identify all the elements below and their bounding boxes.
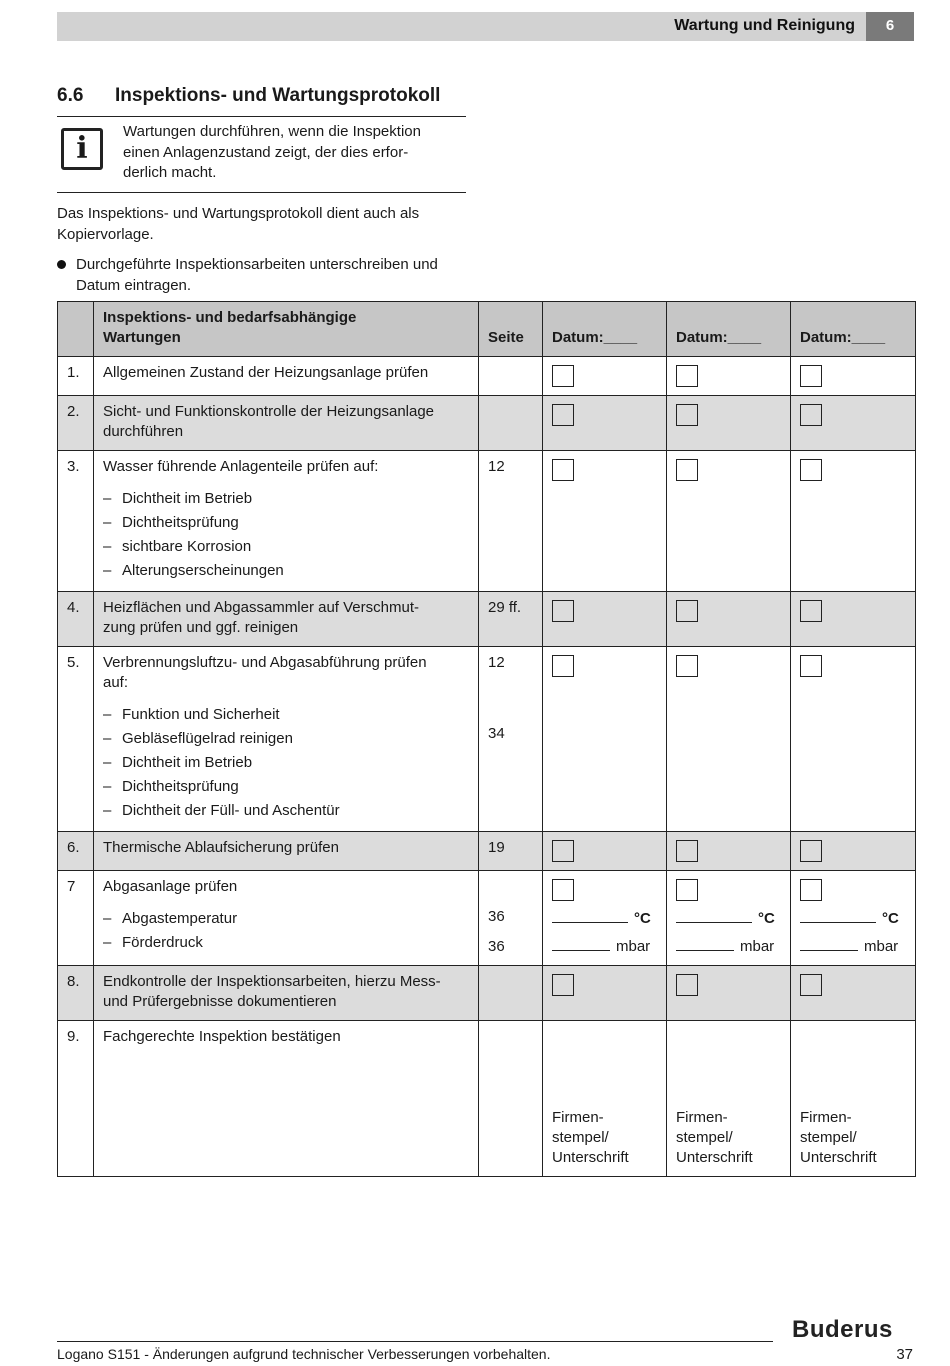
row-task: Endkontrolle der Inspektionsarbeiten, hierzu Mess- und Prüfergebnisse dokumentieren [94, 966, 479, 1021]
section-title [57, 85, 440, 107]
sub-item: – Alterungserscheinungen [103, 559, 470, 583]
row-check-cell [543, 592, 667, 647]
row-page: 12 [479, 451, 543, 592]
header-date-3[interactable]: Datum:____ [791, 302, 916, 357]
row-check-cell [791, 966, 916, 1021]
row-check-cell [667, 396, 791, 451]
bullet-item: Durchgeführte Inspektionsarbeiten unterschreiben und Datum eintragen. [57, 254, 469, 296]
sub-list [103, 907, 470, 955]
sub-item: – Funktion und Sicherheit [103, 703, 470, 727]
checkbox[interactable] [676, 840, 698, 862]
info-icon: i [61, 128, 103, 170]
row-check-cell [667, 647, 791, 832]
temperature-field[interactable]: °C [552, 907, 658, 929]
checkbox[interactable] [552, 879, 574, 901]
row-page: 19 [479, 832, 543, 871]
row-number: 9. [58, 1021, 94, 1177]
sub-item: – Abgastemperatur [103, 907, 470, 931]
inspection-table [57, 301, 916, 1177]
sub-item: – sichtbare Korrosion [103, 535, 470, 559]
table-row [58, 871, 916, 966]
row-page [479, 1021, 543, 1177]
section-heading: Inspektions- und Wartungsprotokoll [115, 85, 441, 106]
checkbox[interactable] [676, 879, 698, 901]
row-check-cell [791, 592, 916, 647]
checkbox[interactable] [552, 404, 574, 426]
row-check-cell [543, 966, 667, 1021]
checkbox[interactable] [676, 655, 698, 677]
checkbox[interactable] [800, 974, 822, 996]
sub-item: – Gebläseflügelrad reinigen [103, 727, 470, 751]
row-check-cell [791, 871, 916, 966]
table-header-row [58, 302, 916, 357]
info-note: Wartungen durchführen, wenn die Inspektion einen Anlagenzustand zeigt, der dies erfor- derlich macht. [123, 123, 421, 181]
checkbox[interactable] [676, 459, 698, 481]
row-check-cell [543, 832, 667, 871]
row-page [479, 966, 543, 1021]
row-task: Wasser führende Anlagenteile prüfen auf: – Dichtheit im Betrieb – Dichtheitsprüfung – sichtbare Korrosion – Alterungserscheinungen [94, 451, 479, 592]
row-page: 29 ff. [479, 592, 543, 647]
footer-text: Logano S151 - Änderungen aufgrund technischer Verbesserungen vorbehalten. [57, 1346, 551, 1362]
sub-item: – Dichtheitsprüfung [103, 775, 470, 799]
checkbox[interactable] [800, 459, 822, 481]
row-check-cell [543, 357, 667, 396]
pressure-field[interactable]: mbar [676, 935, 782, 957]
sub-list [103, 703, 470, 823]
row-check-cell [667, 966, 791, 1021]
row-number: 1. [58, 357, 94, 396]
table-row [58, 396, 916, 451]
checkbox[interactable] [676, 974, 698, 996]
header-page: Seite [479, 302, 543, 357]
row-task: Verbrennungsluftzu- und Abgasabführung prüfen auf: – Funktion und Sicherheit – Gebläseflügelrad reinigen – Dichtheit im Betrieb – Dichtheitsprüfung – Dichtheit der Füll- und Aschentür [94, 647, 479, 832]
row-page: 12 34 [479, 647, 543, 832]
row-check-cell [791, 451, 916, 592]
checkbox[interactable] [676, 404, 698, 426]
row-number: 7 [58, 871, 94, 966]
sub-item: – Dichtheit im Betrieb [103, 487, 470, 511]
checkbox[interactable] [552, 600, 574, 622]
checkbox[interactable] [800, 655, 822, 677]
header-title: Wartung und Reinigung [674, 17, 855, 34]
checkbox[interactable] [800, 600, 822, 622]
row-check-cell [543, 451, 667, 592]
sub-list [103, 487, 470, 583]
table-row [58, 451, 916, 592]
checkbox[interactable] [800, 365, 822, 387]
row-number: 4. [58, 592, 94, 647]
row-number: 5. [58, 647, 94, 832]
row-check-cell [667, 832, 791, 871]
header-task: Inspektions- und bedarfsabhängige Wartungen [94, 302, 479, 357]
checkbox[interactable] [800, 840, 822, 862]
row-check-cell [667, 357, 791, 396]
sub-item: – Dichtheitsprüfung [103, 511, 470, 535]
divider [57, 116, 466, 117]
divider [57, 192, 466, 193]
pressure-field[interactable]: mbar [800, 935, 907, 957]
row-number: 2. [58, 396, 94, 451]
row-check-cell [543, 871, 667, 966]
row-task: Allgemeinen Zustand der Heizungsanlage prüfen [94, 357, 479, 396]
checkbox[interactable] [552, 655, 574, 677]
header-date-2[interactable]: Datum:____ [667, 302, 791, 357]
chapter-number: 6 [866, 12, 914, 41]
brand-logo: Buderus [792, 1316, 893, 1343]
temperature-field[interactable]: °C [676, 907, 782, 929]
table-row [58, 832, 916, 871]
row-task: Heizflächen und Abgassammler auf Verschmut- zung prüfen und ggf. reinigen [94, 592, 479, 647]
row-check-cell [543, 647, 667, 832]
header-num [58, 302, 94, 357]
row-number: 6. [58, 832, 94, 871]
page-number: 37 [896, 1346, 913, 1363]
table-row [58, 357, 916, 396]
intro-paragraph: Das Inspektions- und Wartungsprotokoll dient auch als Kopiervorlage. [57, 205, 420, 243]
row-page: 36 36 [479, 871, 543, 966]
temperature-field[interactable]: °C [800, 907, 907, 929]
table-row [58, 966, 916, 1021]
table-row [58, 647, 916, 832]
section-number: 6.6 [57, 85, 84, 106]
row-check-cell [791, 832, 916, 871]
row-check-cell [543, 396, 667, 451]
signature-cell[interactable]: Firmen- stempel/ Unterschrift [667, 1021, 791, 1177]
checkbox[interactable] [552, 974, 574, 996]
row-check-cell [667, 451, 791, 592]
signature-cell[interactable]: Firmen- stempel/ Unterschrift [791, 1021, 916, 1177]
pressure-field[interactable]: mbar [552, 935, 658, 957]
bullet-dot-icon [57, 260, 66, 269]
footer-divider [57, 1341, 773, 1342]
signature-cell[interactable]: Firmen- stempel/ Unterschrift [543, 1021, 667, 1177]
row-task: Sicht- und Funktionskontrolle der Heizungsanlage durchführen [94, 396, 479, 451]
row-check-cell [791, 357, 916, 396]
sub-item: – Dichtheit der Füll- und Aschentür [103, 799, 470, 823]
checkbox[interactable] [676, 600, 698, 622]
row-task: Thermische Ablaufsicherung prüfen [94, 832, 479, 871]
row-check-cell [667, 592, 791, 647]
header-bar [57, 12, 914, 41]
checkbox[interactable] [552, 459, 574, 481]
row-page [479, 357, 543, 396]
row-check-cell [791, 396, 916, 451]
header-date-1[interactable]: Datum:____ [543, 302, 667, 357]
row-number: 3. [58, 451, 94, 592]
row-task: Abgasanlage prüfen – Abgastemperatur – Förderdruck [94, 871, 479, 966]
table-row [58, 592, 916, 647]
checkbox[interactable] [552, 840, 574, 862]
row-check-cell [667, 871, 791, 966]
row-check-cell [791, 647, 916, 832]
sub-item: – Dichtheit im Betrieb [103, 751, 470, 775]
row-page [479, 396, 543, 451]
row-task: Fachgerechte Inspektion bestätigen [94, 1021, 479, 1177]
sub-item: – Förderdruck [103, 931, 470, 955]
checkbox[interactable] [800, 879, 822, 901]
checkbox[interactable] [800, 404, 822, 426]
checkbox[interactable] [676, 365, 698, 387]
table-row [58, 1021, 916, 1177]
checkbox[interactable] [552, 365, 574, 387]
row-number: 8. [58, 966, 94, 1021]
